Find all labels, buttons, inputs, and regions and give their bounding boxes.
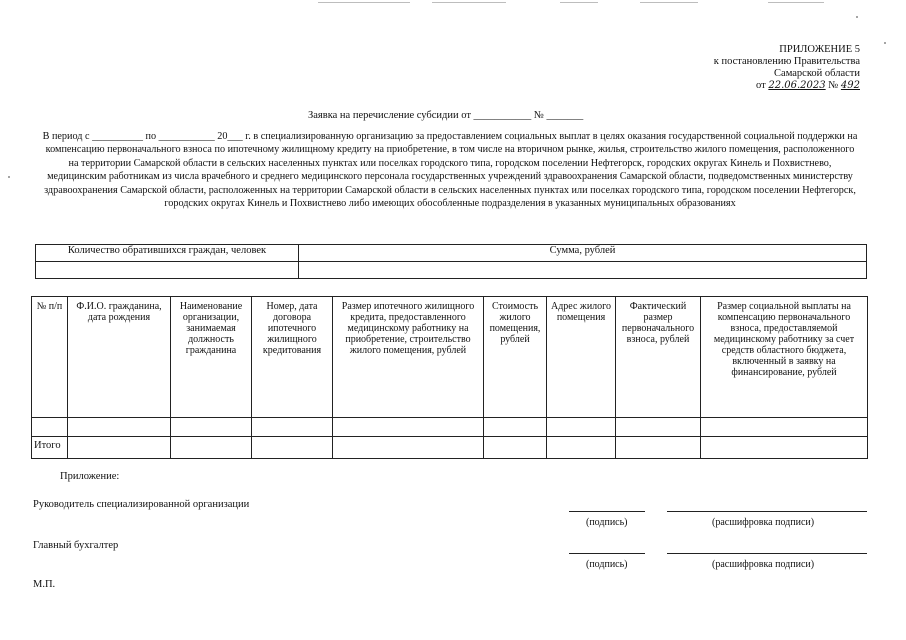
accountant-signature-line[interactable] (569, 553, 645, 554)
scan-speck (884, 42, 886, 44)
table-row (32, 418, 868, 437)
header-full-name: Ф.И.О. гражданина, дата рождения (68, 297, 171, 418)
header-down-payment: Фактический размер первоначального взноса, рублей (616, 297, 701, 418)
scan-artifact (640, 2, 698, 3)
table-cell[interactable] (701, 418, 868, 437)
table-cell[interactable] (252, 437, 333, 459)
date-prefix: от (756, 80, 766, 91)
main-table-header-row (32, 297, 868, 418)
scan-artifact (318, 2, 410, 3)
request-title: Заявка на перечисление субсидии от ___________ № _______ (308, 110, 584, 121)
header-property-cost: Стоимость жилого помещения, рублей (484, 297, 547, 418)
handwritten-number: 492 (840, 80, 860, 91)
table-cell[interactable] (547, 437, 616, 459)
appendix-date-line (690, 80, 860, 92)
header-property-address: Адрес жилого помещения (547, 297, 616, 418)
total-label: Итого (32, 437, 68, 459)
head-label: Руководитель специализированной организации (33, 499, 250, 510)
body-paragraph: В период с __________ по ___________ 20___ г. в специализированную организацию за предоставлением социальных выплат в целях оказания государственной социальной поддержки на компенсацию первоначального взноса по ипотечному жилищному кредиту на приобретение, в том числе на вторичном рынке, жилья, строительство жилого помещения, расположенного на территории Самарской области в сельских населенных пунктах или поселках городского типа, городском поселении Нефтегорск, городских округах Кинель и Похвистнево, медицинским работникам из числа врачебного и среднего медицинского персонала государственных учреждений здравоохранения Самарской области, подведомственных министерству здравоохранения Самарской области, расположенных на территории Самарской области в сельских населенных пунктах или поселках городского типа, городском поселении Нефтегорск, городских округах Кинель и Похвистнево либо имеющих обособленные подразделения в указанных муниципальных образованиях (42, 131, 858, 210)
scan-speck (856, 16, 858, 18)
total-row (32, 437, 868, 459)
accountant-label: Главный бухгалтер (33, 540, 119, 551)
handwritten-date: 22.06.2023 (768, 80, 826, 91)
accountant-decoding-caption: (расшифровка подписи) (712, 559, 815, 570)
summary-cell-count[interactable] (36, 262, 299, 279)
scan-artifact (560, 2, 598, 3)
summary-table (35, 244, 867, 279)
table-cell[interactable] (68, 418, 171, 437)
attachments-label: Приложение: (60, 471, 120, 482)
scan-artifact (432, 2, 506, 3)
summary-cell-sum[interactable] (299, 262, 867, 279)
header-organization: Наименование организации, занимаемая должность гражданина (171, 297, 252, 418)
head-decoding-caption: (расшифровка подписи) (712, 517, 815, 528)
header-loan-amount: Размер ипотечного жилищного кредита, предоставленного медицинскому работнику на приобретение, строительство жилого помещения, рублей (333, 297, 484, 418)
head-signature-line[interactable] (569, 511, 645, 512)
table-cell[interactable] (252, 418, 333, 437)
table-cell[interactable] (32, 418, 68, 437)
seal-label: М.П. (33, 579, 56, 590)
head-signature-caption: (подпись) (586, 517, 628, 528)
accountant-signature-caption: (подпись) (586, 559, 628, 570)
table-cell[interactable] (333, 418, 484, 437)
table-cell[interactable] (701, 437, 868, 459)
scan-speck (8, 176, 10, 178)
table-cell[interactable] (616, 418, 701, 437)
table-cell[interactable] (171, 418, 252, 437)
appendix-line1: к постановлению Правительства (713, 56, 860, 67)
accountant-decoding-line[interactable] (667, 553, 867, 554)
appendix-title: ПРИЛОЖЕНИЕ 5 (779, 44, 860, 55)
table-cell[interactable] (484, 437, 547, 459)
scan-artifact (768, 2, 824, 3)
header-number: № п/п (32, 297, 68, 418)
table-cell[interactable] (616, 437, 701, 459)
head-decoding-line[interactable] (667, 511, 867, 512)
number-sign: № (828, 80, 839, 91)
summary-header-count: Количество обратившихся граждан, человек (36, 245, 299, 262)
table-cell[interactable] (171, 437, 252, 459)
header-social-payment: Размер социальной выплаты на компенсацию первоначального взноса, предоставляемой медицинскому работнику за счет средств областного бюджета, включенный в заявку на финансирование, рублей (701, 297, 868, 418)
table-cell[interactable] (547, 418, 616, 437)
table-cell[interactable] (68, 437, 171, 459)
appendix-header (690, 44, 860, 92)
table-cell[interactable] (484, 418, 547, 437)
table-cell[interactable] (333, 437, 484, 459)
main-table (31, 296, 868, 459)
summary-header-sum: Сумма, рублей (299, 245, 867, 262)
header-contract: Номер, дата договора ипотечного жилищного кредитования (252, 297, 333, 418)
appendix-line2: Самарской области (774, 68, 860, 79)
